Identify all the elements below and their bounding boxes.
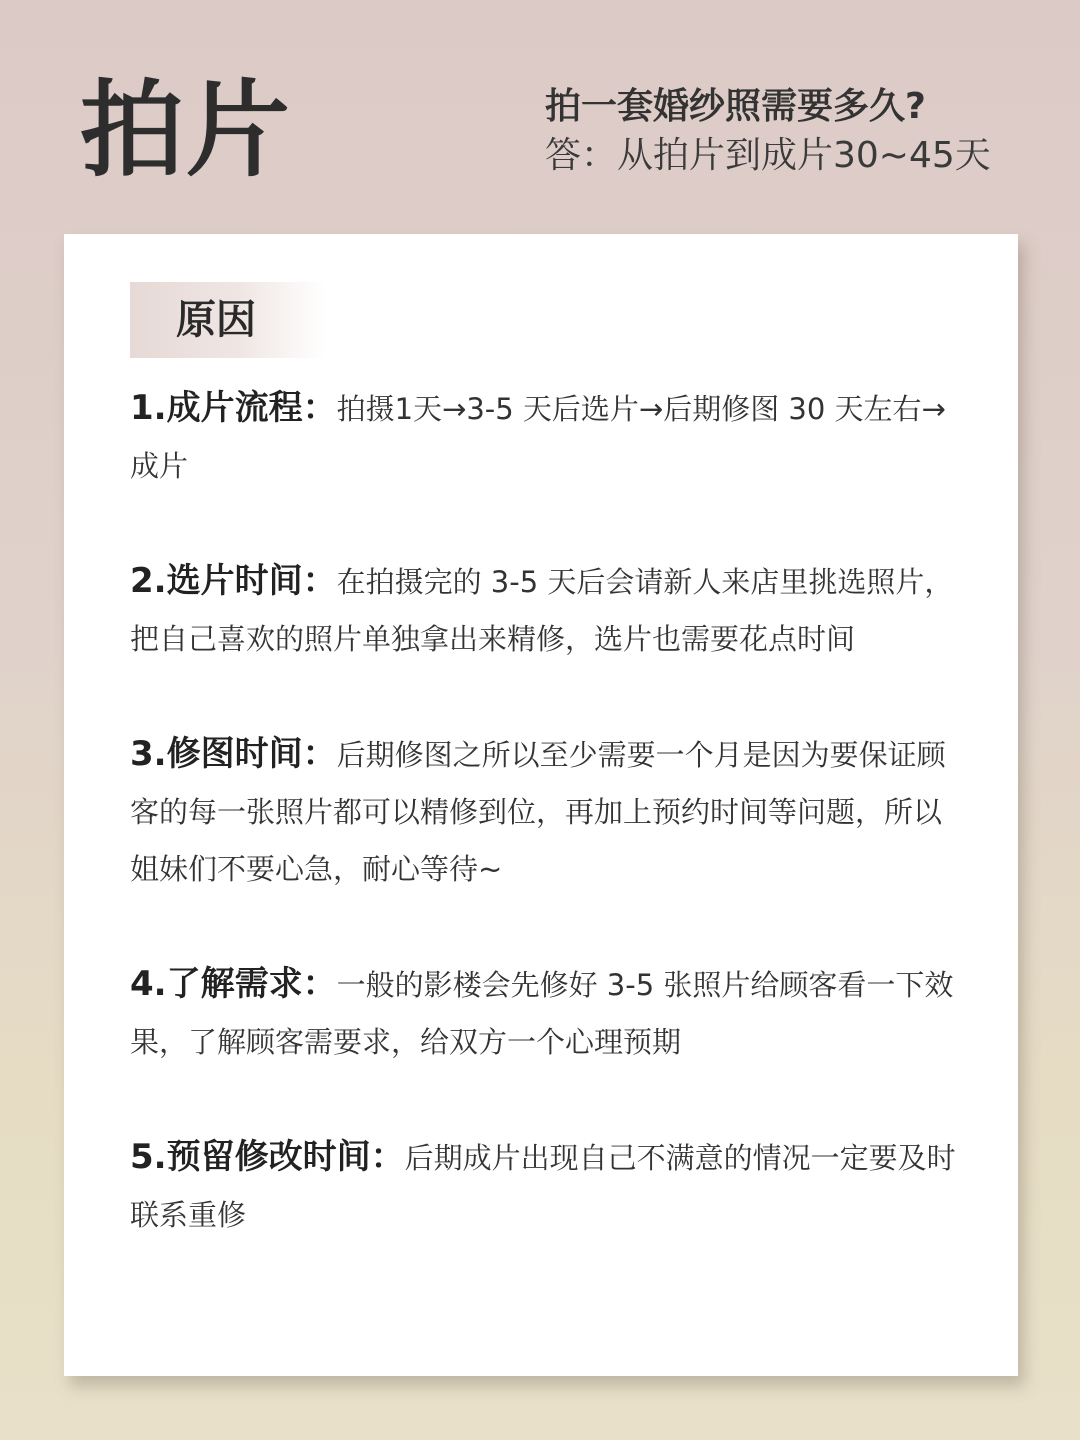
list-item <box>130 1129 970 1244</box>
item-heading: 2.选片时间： <box>130 561 337 601</box>
item-body: 后期成片出现自己不满意的情况一定要及时联系重修 <box>130 1141 956 1232</box>
list-item <box>130 553 970 668</box>
item-heading: 5.预留修改时间： <box>130 1137 405 1177</box>
list-item <box>130 726 970 898</box>
answer-text: 答：从拍片到成片30~45天 <box>545 135 991 176</box>
item-body: 后期修图之所以至少需要一个月是因为要保证顾客的每一张照片都可以精修到位，再加上预约时间等问题，所以姐妹们不要心急，耐心等待~ <box>130 738 946 886</box>
item-body: 拍摄1天→3-5 天后选片→后期修图 30 天左右→成片 <box>130 392 946 483</box>
list-item <box>130 956 970 1071</box>
question-answer-block <box>545 84 1065 182</box>
question-text: 拍一套婚纱照需要多久? <box>545 86 926 127</box>
list-item <box>130 380 970 495</box>
item-body: 一般的影楼会先修好 3-5 张照片给顾客看一下效果，了解顾客需要求，给双方一个心理预期 <box>130 968 954 1059</box>
section-label: 原因 <box>130 282 326 358</box>
content-card <box>64 234 1018 1376</box>
item-heading: 4.了解需求： <box>130 964 337 1004</box>
item-heading: 3.修图时间： <box>130 734 337 774</box>
item-heading: 1.成片流程： <box>130 388 337 428</box>
page-title: 拍片 <box>80 69 293 191</box>
item-body: 在拍摄完的 3-5 天后会请新人来店里挑选照片，把自己喜欢的照片单独拿出来精修，选片也需要花点时间 <box>130 565 954 656</box>
reason-list <box>130 380 970 1302</box>
